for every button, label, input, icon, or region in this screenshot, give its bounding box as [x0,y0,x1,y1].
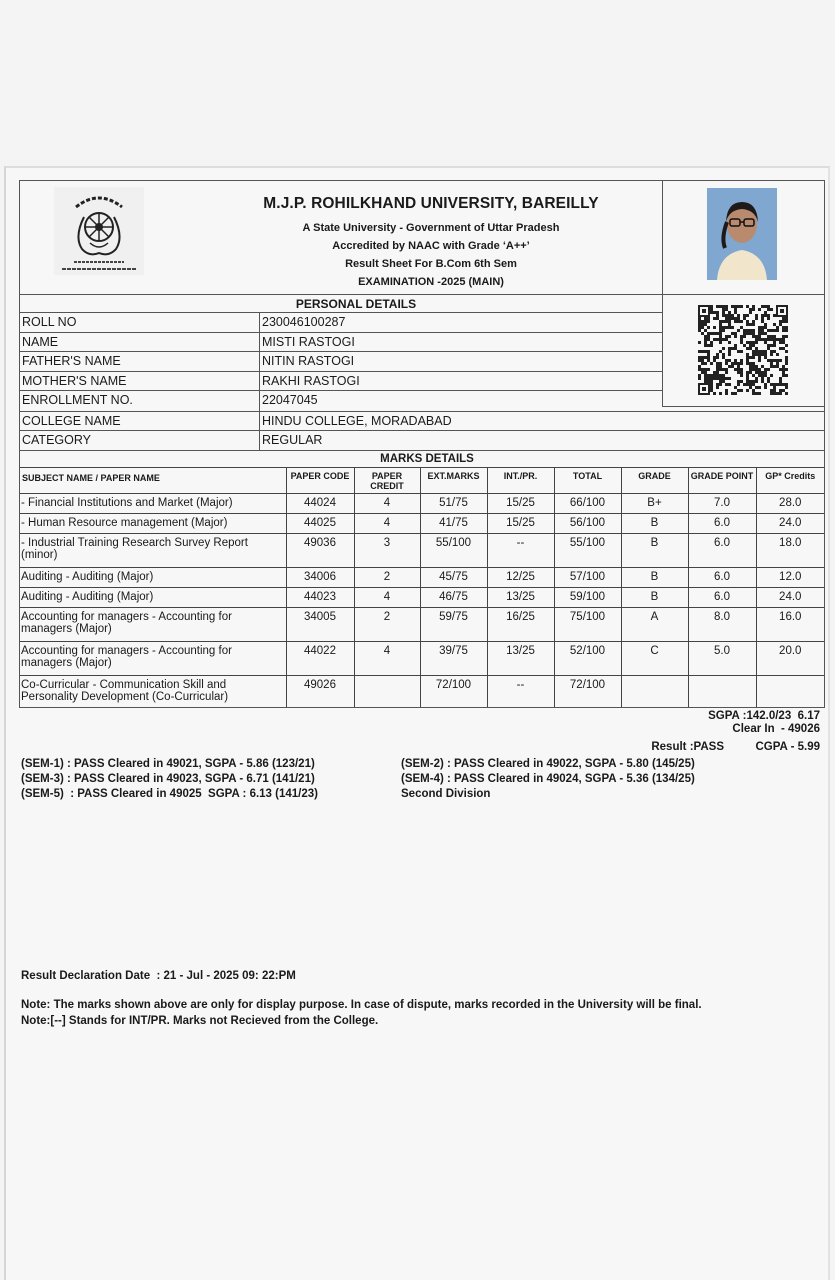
cell-gp-credits: 24.0 [756,587,824,607]
result-declaration-date: Result Declaration Date : 21 - Jul - 2025 09: 22:PM [21,970,296,982]
col-grade-point: GRADE POINT [688,467,756,493]
cell-gp-credits: 24.0 [756,513,824,533]
college-label: COLLEGE NAME [20,412,260,431]
cell-subject: Accounting for managers - Accounting for managers (Major) [20,607,286,641]
cell-paper-code: 49026 [286,675,354,707]
col-paper-code: PAPER CODE [286,467,354,493]
cell-int-pr: 15/25 [487,493,554,513]
cell-int-pr: 13/25 [487,587,554,607]
cell-grade-point: 6.0 [688,567,756,587]
cell-gp-credits: 12.0 [756,567,824,587]
name-value: MISTI RASTOGI [262,334,355,349]
student-photo-icon [707,188,777,280]
cell-grade: B [621,513,688,533]
cell-grade-point: 8.0 [688,607,756,641]
father-name-value: NITIN RASTOGI [262,354,355,368]
cell-paper-credit [354,675,420,707]
cell-grade: C [621,641,688,675]
cell-paper-credit: 4 [354,587,420,607]
cell-grade-point: 6.0 [688,533,756,567]
cell-ext-marks: 39/75 [420,641,487,675]
university-emblem-icon [54,187,144,275]
cell-grade-point [688,675,756,707]
marks-row [20,533,824,567]
cell-gp-credits: 16.0 [756,607,824,641]
cell-ext-marks: 55/100 [420,533,487,567]
cell-total: 56/100 [554,513,621,533]
marks-header-row [20,467,824,493]
cell-grade-point: 6.0 [688,513,756,533]
personal-row-father-name [20,352,662,372]
cell-total: 75/100 [554,607,621,641]
sgpa-summary: SGPA :142.0/23 6.17 [708,710,820,722]
personal-row-name [20,333,662,353]
category-label: CATEGORY [20,431,260,450]
sem-4-result: (SEM-4) : PASS Cleared in 49024, SGPA - 5.36 (134/25) [401,773,695,785]
mother-name-value: RAKHI RASTOGI [262,373,360,388]
clear-in: Clear In - 49026 [732,723,820,735]
sem-2-result: (SEM-2) : PASS Cleared in 49022, SGPA - 5.80 (145/25) [401,758,695,770]
cell-paper-credit: 4 [354,513,420,533]
qr-code-icon [698,305,788,395]
cell-subject: Co-Curricular - Communication Skill and Personality Development (Co-Curricular) [20,675,286,707]
result-status: Result :PASS [651,741,724,753]
personal-details [20,295,824,412]
title-block [230,181,632,294]
cell-int-pr: -- [487,533,554,567]
cell-int-pr: 12/25 [487,567,554,587]
marks-row [20,513,824,533]
cell-ext-marks: 45/75 [420,567,487,587]
col-ext-marks: EXT.MARKS [420,467,487,493]
cell-grade [621,675,688,707]
cell-paper-credit: 2 [354,567,420,587]
cell-grade: A [621,607,688,641]
cell-int-pr: -- [487,675,554,707]
marks-table [20,467,824,708]
father-name-label: FATHER'S NAME [20,352,260,371]
cell-paper-credit: 4 [354,493,420,513]
cell-gp-credits [756,675,824,707]
personal-row-roll-no [20,313,662,333]
header [20,181,824,295]
division: Second Division [401,788,491,800]
cell-ext-marks: 59/75 [420,607,487,641]
result-sheet [4,166,830,1280]
cell-paper-code: 49036 [286,533,354,567]
logo-cell [20,181,260,294]
marks-row [20,675,824,707]
cell-ext-marks: 46/75 [420,587,487,607]
marks-row [20,641,824,675]
college-value: HINDU COLLEGE, MORADABAD [262,413,452,428]
enrollment-value: 22047045 [262,393,318,407]
col-total: TOTAL [554,467,621,493]
note-int-pr: Note:[--] Stands for INT/PR. Marks not Recieved from the College. [21,1015,379,1027]
marks-row [20,567,824,587]
marks-row [20,607,824,641]
col-int-pr: INT./PR. [487,467,554,493]
roll-no-label: ROLL NO [20,313,260,332]
cell-grade-point: 6.0 [688,587,756,607]
photo-cell [662,181,824,294]
sem-1-result: (SEM-1) : PASS Cleared in 49021, SGPA - 5.86 (123/21) [21,758,315,770]
cell-subject: Auditing - Auditing (Major) [20,587,286,607]
personal-row-mother-name [20,372,662,392]
examination: EXAMINATION -2025 (MAIN) [358,276,504,288]
cell-paper-code: 34006 [286,567,354,587]
cell-paper-code: 34005 [286,607,354,641]
cell-subject: Auditing - Auditing (Major) [20,567,286,587]
cell-total: 57/100 [554,567,621,587]
note-display-purpose: Note: The marks shown above are only for display purpose. In case of dispute, marks recorded in the University will be final. [21,999,702,1011]
cell-subject: Accounting for managers - Accounting for managers (Major) [20,641,286,675]
cell-grade-point: 5.0 [688,641,756,675]
enrollment-label: ENROLLMENT NO. [20,391,260,411]
col-paper-credit: PAPER CREDIT [354,467,420,493]
cell-grade: B [621,567,688,587]
personal-row-category [20,431,824,451]
cell-ext-marks: 41/75 [420,513,487,533]
marks-row [20,587,824,607]
cell-total: 52/100 [554,641,621,675]
cell-total: 66/100 [554,493,621,513]
cell-subject: - Financial Institutions and Market (Major) [20,493,286,513]
cell-paper-code: 44024 [286,493,354,513]
roll-no-value: 230046100287 [262,315,346,329]
sem-3-result: (SEM-3) : PASS Cleared in 49023, SGPA - 6.71 (141/21) [21,773,315,785]
cell-int-pr: 13/25 [487,641,554,675]
col-subject: SUBJECT NAME / PAPER NAME [20,467,286,493]
cell-grade: B [621,587,688,607]
cell-grade: B [621,533,688,567]
cell-int-pr: 16/25 [487,607,554,641]
personal-details-title: PERSONAL DETAILS [20,295,662,313]
marks-details-title: MARKS DETAILS [380,452,474,465]
result-sheet-title: Result Sheet For B.Com 6th Sem [345,258,517,270]
cell-total: 55/100 [554,533,621,567]
cell-total: 72/100 [554,675,621,707]
personal-row-college [20,412,824,432]
cell-grade-point: 7.0 [688,493,756,513]
cgpa: CGPA - 5.99 [755,741,820,753]
university-name: M.J.P. ROHILKHAND UNIVERSITY, BAREILLY [263,195,599,212]
university-subtitle: A State University - Government of Uttar Pradesh [302,222,560,234]
marks-row [20,493,824,513]
personal-row-enrollment [20,391,662,411]
category-value: REGULAR [262,433,323,447]
cell-subject: - Industrial Training Research Survey Report (minor) [20,533,286,567]
qr-cell [662,295,824,407]
name-label: NAME [20,333,260,352]
cell-gp-credits: 28.0 [756,493,824,513]
cell-paper-credit: 2 [354,607,420,641]
cell-ext-marks: 51/75 [420,493,487,513]
cell-paper-credit: 4 [354,641,420,675]
col-grade: GRADE [621,467,688,493]
cell-total: 59/100 [554,587,621,607]
cell-paper-code: 44025 [286,513,354,533]
cell-paper-code: 44023 [286,587,354,607]
cell-int-pr: 15/25 [487,513,554,533]
col-gp-credits: GP* Credits [756,467,824,493]
cell-gp-credits: 20.0 [756,641,824,675]
sem-5-result: (SEM-5) : PASS Cleared in 49025 SGPA : 6.13 (141/23) [21,788,318,800]
cell-paper-code: 44022 [286,641,354,675]
cell-paper-credit: 3 [354,533,420,567]
cell-grade: B+ [621,493,688,513]
cell-ext-marks: 72/100 [420,675,487,707]
mother-name-label: MOTHER'S NAME [20,372,260,391]
accreditation: Accredited by NAAC with Grade ‘A++’ [332,240,530,252]
cell-subject: - Human Resource management (Major) [20,513,286,533]
cell-gp-credits: 18.0 [756,533,824,567]
result-frame [19,180,825,708]
